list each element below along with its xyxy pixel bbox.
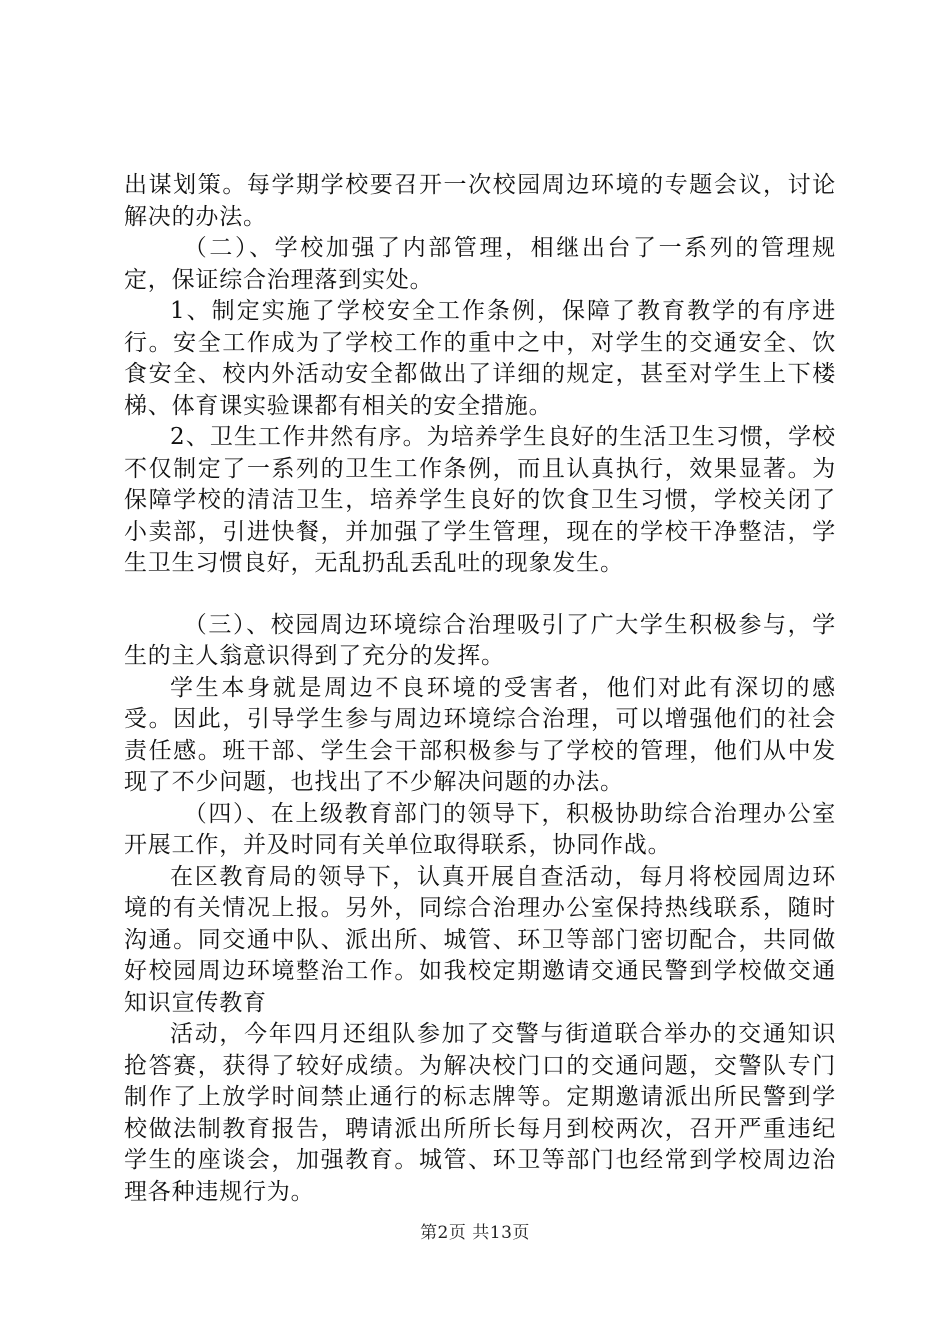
paragraph-education-bureau: 在区教育局的领导下，认真开展自查活动，每月将校园周边环境的有关情况上报。另外，同综合治理办公室保持热线联系，随时沟通。同交通中队、派出所、城管、环卫等部门密切配合，共同做好校园周边环境整治工作。如我校定期邀请交通民警到学校做交通知识宣传教育 (124, 863, 836, 1016)
paragraph-activities: 活动，今年四月还组队参加了交警与街道联合举办的交通知识抢答赛，获得了较好成绩。为解决校门口的交通问题，交警队专门制作了上放学时间禁止通行的标志牌等。定期邀请派出所民警到学校做法制教育报告，聘请派出所所长每月到校两次，召开严重违纪学生的座谈会，加强教育。城管、环卫等部门也经常到学校周边治理各种违规行为。 (124, 1021, 836, 1205)
paragraph-item-2: 2、卫生工作井然有序。为培养学生良好的生活卫生习惯，学校不仅制定了一系列的卫生工作条例，而且认真执行，效果显著。为保障学校的清洁卫生，培养学生良好的饮食卫生习惯，学校关闭了小卖部，引进快餐，并加强了学生管理，现在的学校干净整洁，学生卫生习惯良好，无乱扔乱丢乱吐的现象发生。 (124, 424, 836, 576)
document-body (124, 170, 836, 1208)
paragraph-students: 学生本身就是周边不良环境的受害者，他们对此有深切的感受。因此，引导学生参与周边环境综合治理，可以增强他们的社会责任感。班干部、学生会干部积极参与了学校的管理，他们从中发现了不少问题，也找出了不少解决问题的办法。 (124, 674, 836, 795)
section-heading-3: （三）、校园周边环境综合治理吸引了广大学生积极参与，学生的主人翁意识得到了充分的发挥。 (124, 611, 836, 669)
section-heading-4: （四）、在上级教育部门的领导下，积极协助综合治理办公室开展工作，并及时同有关单位取得联系，协同作战。 (124, 800, 836, 858)
paragraph-item-1: 1、制定实施了学校安全工作条例，保障了教育教学的有序进行。安全工作成为了学校工作的重中之中，对学生的交通安全、饮食安全、校内外活动安全都做出了详细的规定，甚至对学生上下楼梯、体育课实验课都有相关的安全措施。 (124, 298, 836, 419)
section-heading-2: （二）、学校加强了内部管理，相继出台了一系列的管理规定，保证综合治理落到实处。 (124, 235, 836, 293)
page-number-footer: 第2页 共13页 (420, 1223, 530, 1243)
paragraph-continuation: 出谋划策。每学期学校要召开一次校园周边环境的专题会议，讨论解决的办法。 (124, 172, 836, 230)
